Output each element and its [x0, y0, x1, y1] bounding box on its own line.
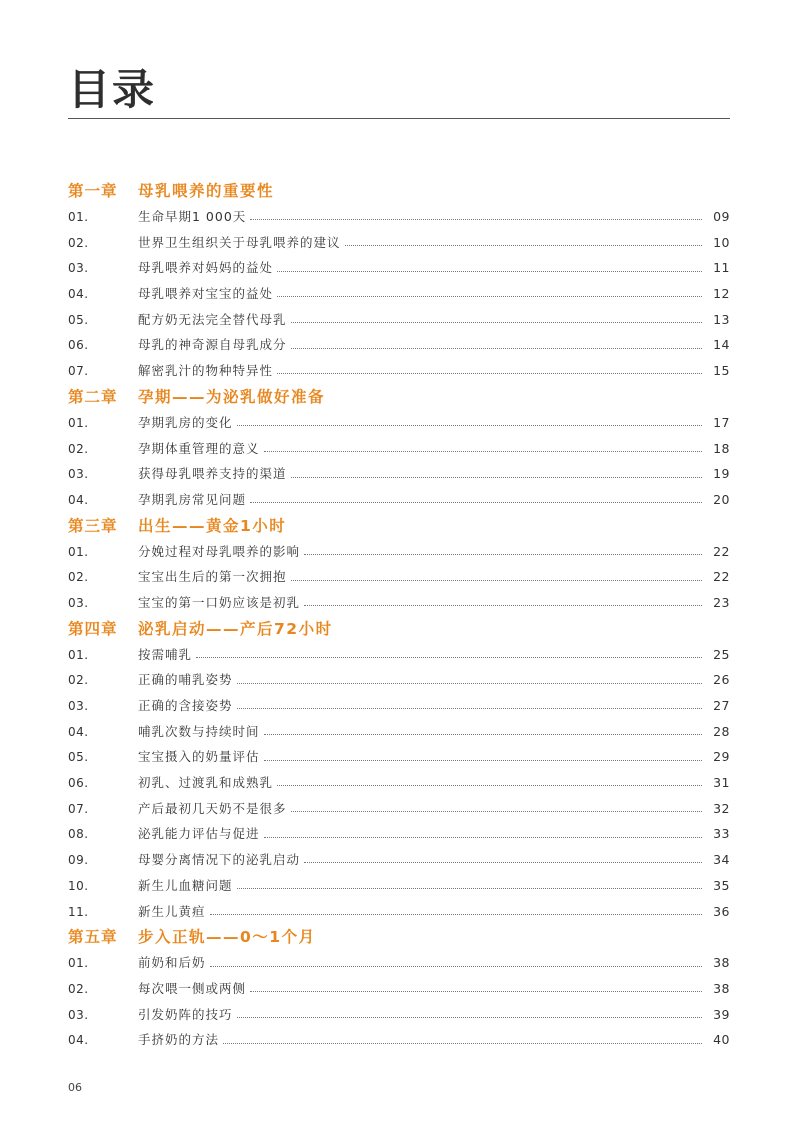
entry-page-number: 28: [713, 723, 730, 739]
entry-number: 06.: [68, 776, 89, 791]
dot-leader: [264, 760, 702, 761]
dot-leader: [264, 734, 702, 735]
entry-page-number: 27: [713, 698, 730, 713]
dot-leader: [304, 605, 702, 606]
entry-page-number: 33: [713, 826, 730, 842]
entry-number: 03.: [68, 595, 89, 610]
dot-leader: [291, 811, 702, 812]
toc-entry[interactable]: [68, 976, 730, 1002]
entry-title: 每次喂一侧或两侧: [138, 980, 247, 996]
toc-entry[interactable]: [68, 590, 730, 616]
chapter-number: 第二章: [68, 387, 118, 406]
entry-title: 初乳、过渡乳和成熟乳: [138, 775, 274, 791]
entry-title: 新生儿血糖问题: [138, 877, 233, 893]
toc-entry[interactable]: [68, 796, 730, 822]
entry-title: 配方奶无法完全替代母乳: [138, 311, 287, 327]
entry-page-number: 31: [713, 775, 730, 791]
toc-entry[interactable]: [68, 358, 730, 384]
chapter-heading[interactable]: [68, 616, 730, 642]
entry-number: 07.: [68, 364, 89, 379]
toc-entry[interactable]: [68, 770, 730, 796]
chapter-number: 第三章: [68, 516, 118, 535]
entry-title: 引发奶阵的技巧: [138, 1006, 233, 1022]
dot-leader: [250, 502, 702, 503]
chapter-heading[interactable]: [68, 513, 730, 539]
dot-leader: [237, 683, 702, 684]
entry-title: 获得母乳喂养支持的渠道: [138, 466, 287, 482]
dot-leader: [196, 657, 702, 658]
dot-leader: [277, 785, 702, 786]
entry-title: 孕期乳房的变化: [138, 414, 233, 430]
dot-leader: [277, 373, 702, 374]
toc-entry[interactable]: [68, 332, 730, 358]
chapter-title: 泌乳启动——产后72小时: [138, 619, 333, 638]
entry-page-number: 40: [713, 1032, 730, 1048]
entry-page-number: 12: [713, 286, 730, 302]
entry-page-number: 23: [713, 594, 730, 610]
dot-leader: [291, 348, 702, 349]
entry-title: 新生儿黄疸: [138, 903, 206, 919]
dot-leader: [237, 708, 702, 709]
toc-entry[interactable]: [68, 719, 730, 745]
page-number: 06: [68, 1081, 82, 1094]
toc-entry[interactable]: [68, 281, 730, 307]
dot-leader: [210, 966, 702, 967]
entry-number: 01.: [68, 544, 89, 559]
entry-number: 04.: [68, 724, 89, 739]
entry-page-number: 32: [713, 800, 730, 816]
entry-number: 01.: [68, 210, 89, 224]
entry-title: 哺乳次数与持续时间: [138, 723, 260, 739]
chapter-title: 孕期——为泌乳做好准备: [138, 387, 326, 406]
entry-number: 01.: [68, 956, 89, 971]
entry-title: 世界卫生组织关于母乳喂养的建议: [138, 234, 341, 250]
dot-leader: [237, 425, 702, 426]
entry-number: 03.: [68, 699, 89, 713]
entry-page-number: 38: [713, 980, 730, 996]
entry-title: 正确的含接姿势: [138, 698, 233, 713]
entry-page-number: 10: [713, 234, 730, 250]
toc-entry[interactable]: [68, 230, 730, 256]
toc-entry[interactable]: [68, 642, 730, 668]
chapter-number: 第五章: [68, 928, 118, 947]
toc-entry[interactable]: [68, 204, 730, 230]
entry-page-number: 18: [713, 440, 730, 456]
entry-page-number: 13: [713, 311, 730, 327]
page-title: 目录: [68, 65, 157, 114]
toc-entry[interactable]: [68, 487, 730, 513]
toc-entry[interactable]: [68, 899, 730, 925]
entry-number: 04.: [68, 492, 89, 507]
chapter-heading[interactable]: [68, 178, 730, 204]
dot-leader: [264, 451, 702, 452]
entry-title: 宝宝出生后的第一次拥抱: [138, 569, 287, 585]
entry-title: 宝宝的第一口奶应该是初乳: [138, 594, 301, 610]
entry-title: 母婴分离情况下的泌乳启动: [138, 852, 301, 868]
entry-title: 宝宝摄入的奶量评估: [138, 749, 260, 765]
entry-number: 11.: [68, 904, 89, 919]
chapter-heading[interactable]: [68, 924, 730, 950]
toc-entry[interactable]: [68, 821, 730, 847]
entry-number: 06.: [68, 338, 89, 353]
chapter-heading[interactable]: [68, 384, 730, 410]
chapter-number: 第四章: [68, 619, 118, 638]
entry-page-number: 26: [713, 672, 730, 688]
entry-title: 泌乳能力评估与促进: [138, 826, 260, 842]
toc-entry[interactable]: [68, 461, 730, 487]
entry-page-number: 38: [713, 955, 730, 971]
toc-entry[interactable]: [68, 307, 730, 333]
entry-title: 孕期乳房常见问题: [138, 491, 247, 507]
dot-leader: [277, 296, 702, 297]
dot-leader: [291, 477, 702, 478]
entry-title: 正确的哺乳姿势: [138, 672, 233, 688]
dot-leader: [291, 580, 702, 581]
entry-number: 04.: [68, 1033, 89, 1048]
entry-page-number: 22: [713, 569, 730, 585]
entry-page-number: 11: [713, 260, 730, 276]
toc-entry[interactable]: [68, 667, 730, 693]
dot-leader: [304, 862, 702, 863]
toc-entry[interactable]: [68, 436, 730, 462]
entry-number: 05.: [68, 750, 89, 765]
entry-page-number: 35: [713, 877, 730, 893]
entry-page-number: 17: [713, 414, 730, 430]
entry-title: 母乳喂养对妈妈的益处: [138, 260, 274, 276]
entry-number: 02.: [68, 235, 89, 250]
title-divider: [68, 118, 730, 119]
chapter-title: 出生——黄金1小时: [138, 516, 287, 535]
entry-page-number: 19: [713, 466, 730, 482]
entry-number: 05.: [68, 312, 89, 327]
dot-leader: [304, 554, 702, 555]
entry-page-number: 20: [713, 491, 730, 507]
entry-number: 02.: [68, 570, 89, 585]
entry-page-number: 36: [713, 903, 730, 919]
entry-number: 10.: [68, 878, 89, 893]
entry-title: 解密乳汁的物种特异性: [138, 363, 274, 379]
entry-title: 产后最初几天奶不是很多: [138, 800, 287, 816]
entry-page-number: 25: [713, 646, 730, 662]
chapter-number: 第一章: [68, 182, 118, 200]
entry-number: 04.: [68, 287, 89, 302]
entry-title: 前奶和后奶: [138, 955, 206, 971]
entry-page-number: 39: [713, 1006, 730, 1022]
table-of-contents: [68, 178, 730, 1053]
entry-title: 按需哺乳: [138, 646, 193, 662]
toc-entry[interactable]: [68, 564, 730, 590]
chapter-title: 步入正轨——0～1个月: [138, 928, 316, 947]
toc-entry[interactable]: [68, 1027, 730, 1053]
entry-number: 03.: [68, 1007, 89, 1022]
entry-page-number: 34: [713, 852, 730, 868]
dot-leader: [237, 1017, 702, 1018]
entry-number: 01.: [68, 415, 89, 430]
entry-number: 02.: [68, 441, 89, 456]
entry-page-number: 09: [713, 209, 730, 224]
dot-leader: [210, 914, 702, 915]
dot-leader: [345, 245, 702, 246]
entry-number: 02.: [68, 981, 89, 996]
toc-entry[interactable]: [68, 255, 730, 281]
entry-title: 手挤奶的方法: [138, 1032, 220, 1048]
entry-page-number: 22: [713, 543, 730, 559]
dot-leader: [223, 1043, 702, 1044]
toc-entry[interactable]: [68, 539, 730, 565]
dot-leader: [277, 271, 702, 272]
entry-number: 03.: [68, 261, 89, 276]
dot-leader: [291, 322, 702, 323]
dot-leader: [250, 991, 702, 992]
entry-page-number: 15: [713, 363, 730, 379]
entry-title: 母乳喂养对宝宝的益处: [138, 286, 274, 302]
entry-number: 08.: [68, 827, 89, 842]
dot-leader: [250, 219, 702, 220]
entry-title: 分娩过程对母乳喂养的影响: [138, 543, 301, 559]
entry-page-number: 14: [713, 337, 730, 353]
chapter-title: 母乳喂养的重要性: [138, 182, 275, 200]
entry-number: 07.: [68, 801, 89, 816]
dot-leader: [237, 888, 702, 889]
toc-entry[interactable]: [68, 744, 730, 770]
entry-number: 03.: [68, 467, 89, 482]
entry-title: 母乳的神奇源自母乳成分: [138, 337, 287, 353]
entry-title: 孕期体重管理的意义: [138, 440, 260, 456]
entry-title: 生命早期1 000天: [138, 209, 247, 224]
entry-number: 09.: [68, 853, 89, 868]
entry-number: 01.: [68, 647, 89, 662]
entry-page-number: 29: [713, 749, 730, 765]
toc-entry[interactable]: [68, 873, 730, 899]
toc-entry[interactable]: [68, 847, 730, 873]
dot-leader: [264, 837, 702, 838]
toc-entry[interactable]: [68, 693, 730, 719]
entry-number: 02.: [68, 673, 89, 688]
toc-entry[interactable]: [68, 950, 730, 976]
toc-entry[interactable]: [68, 410, 730, 436]
toc-entry[interactable]: [68, 1002, 730, 1028]
